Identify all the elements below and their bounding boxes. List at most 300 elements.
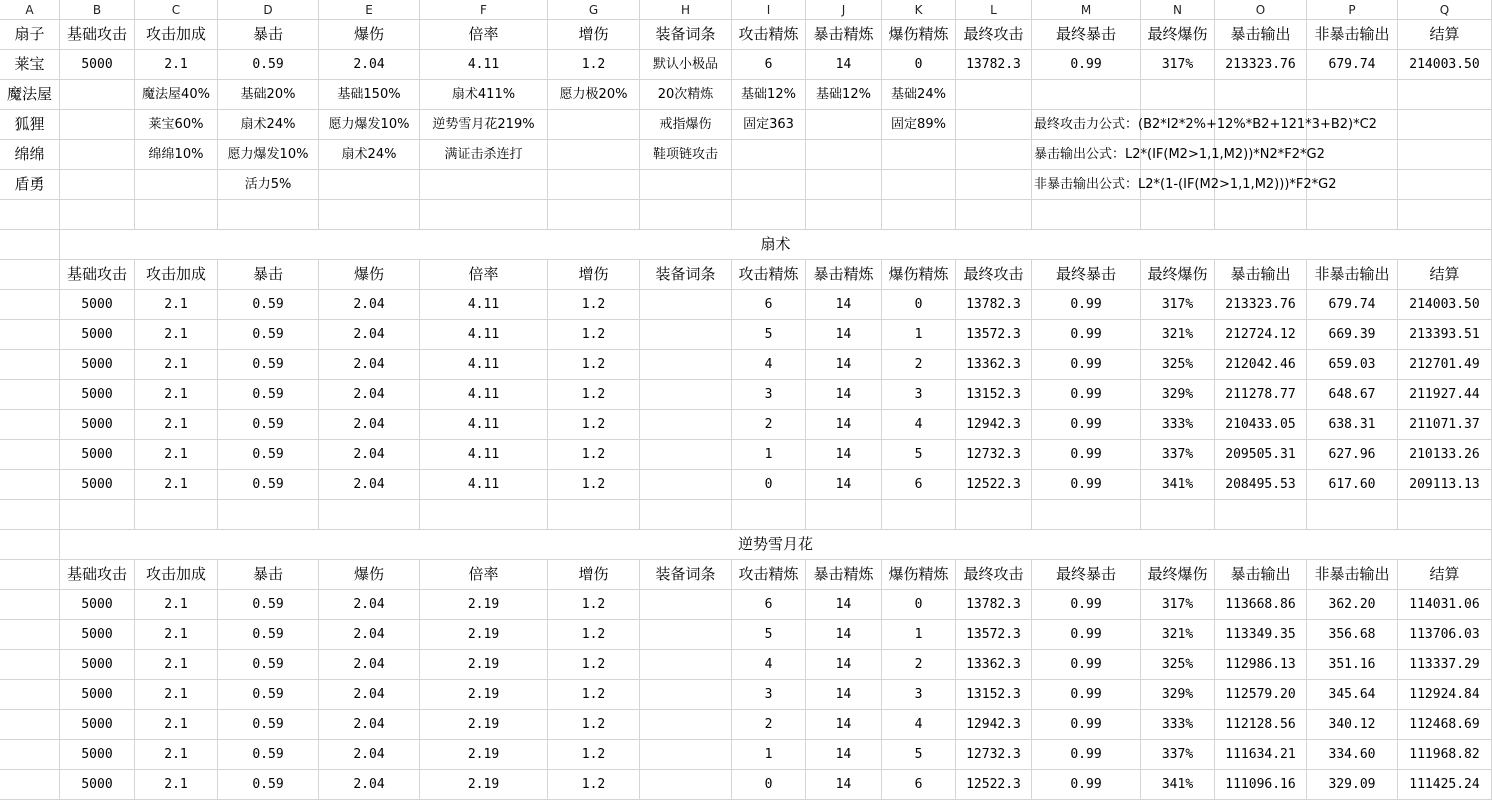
data-cell[interactable]: 14 [806,680,882,710]
column-header-F[interactable]: F [420,0,548,20]
data-cell[interactable]: 0 [732,770,806,800]
cell-H5[interactable]: 鞋项链攻击 [640,140,732,170]
column-header-E[interactable]: E [319,0,420,20]
data-cell[interactable]: 1.2 [548,350,640,380]
data-cell[interactable]: 4.11 [420,290,548,320]
data-cell[interactable]: 1.2 [548,440,640,470]
data-cell[interactable]: 351.16 [1307,650,1398,680]
data-cell[interactable]: 5000 [60,590,135,620]
column-header-L[interactable]: L [956,0,1032,20]
data-cell[interactable]: 0.59 [218,320,319,350]
data-cell[interactable]: 5000 [60,380,135,410]
header-cell[interactable]: 倍率 [420,560,548,590]
empty-cell[interactable] [548,500,640,530]
data-cell[interactable]: 211071.37 [1398,410,1492,440]
data-cell[interactable]: 208495.53 [1215,470,1307,500]
data-cell[interactable]: 1 [882,320,956,350]
data-cell[interactable]: 13572.3 [956,620,1032,650]
data-cell[interactable]: 0.99 [1032,440,1141,470]
data-cell[interactable]: 1.2 [548,380,640,410]
data-cell[interactable]: 111634.21 [1215,740,1307,770]
cell-H3[interactable]: 20次精炼 [640,80,732,110]
cell-G1[interactable]: 增伤 [548,20,640,50]
cell-L5[interactable] [956,140,1032,170]
empty-cell[interactable] [0,260,60,290]
data-cell[interactable]: 337% [1141,740,1215,770]
data-cell[interactable]: 0.59 [218,620,319,650]
cell-A1[interactable]: 扇子 [0,20,60,50]
cell-K5[interactable] [882,140,956,170]
empty-cell[interactable] [0,500,60,530]
data-cell[interactable]: 14 [806,470,882,500]
cell-P2[interactable]: 679.74 [1307,50,1398,80]
cell-D2[interactable]: 0.59 [218,50,319,80]
data-cell[interactable]: 329.09 [1307,770,1398,800]
header-cell[interactable]: 暴击精炼 [806,560,882,590]
cell-D3[interactable]: 基础20% [218,80,319,110]
cell-F3[interactable]: 扇术411% [420,80,548,110]
cell-I6[interactable] [732,170,806,200]
data-cell[interactable]: 5000 [60,320,135,350]
cell-J1[interactable]: 暴击精炼 [806,20,882,50]
data-cell[interactable]: 2.1 [135,590,218,620]
empty-cell[interactable] [882,200,956,230]
data-cell[interactable]: 2.04 [319,470,420,500]
cell-N2[interactable]: 317% [1141,50,1215,80]
cell-I5[interactable] [732,140,806,170]
cell-J3[interactable]: 基础12% [806,80,882,110]
data-cell[interactable]: 669.39 [1307,320,1398,350]
data-cell[interactable] [640,740,732,770]
data-cell[interactable]: 13782.3 [956,290,1032,320]
data-cell[interactable]: 14 [806,590,882,620]
header-cell[interactable]: 爆伤 [319,560,420,590]
empty-cell[interactable] [0,380,60,410]
column-header-Q[interactable]: Q [1398,0,1492,20]
data-cell[interactable]: 2.19 [420,620,548,650]
cell-J6[interactable] [806,170,882,200]
data-cell[interactable]: 14 [806,320,882,350]
empty-cell[interactable] [0,530,60,560]
data-cell[interactable]: 13362.3 [956,650,1032,680]
data-cell[interactable]: 659.03 [1307,350,1398,380]
data-cell[interactable]: 5 [882,440,956,470]
data-cell[interactable]: 2.04 [319,710,420,740]
data-cell[interactable]: 2 [882,350,956,380]
data-cell[interactable]: 14 [806,740,882,770]
section-title[interactable]: 逆势雪月花 [60,530,1492,560]
cell-N1[interactable]: 最终爆伤 [1141,20,1215,50]
cell-C4[interactable]: 莱宝60% [135,110,218,140]
cell-A4[interactable]: 狐狸 [0,110,60,140]
data-cell[interactable]: 340.12 [1307,710,1398,740]
data-cell[interactable]: 5 [732,620,806,650]
data-cell[interactable]: 6 [882,470,956,500]
header-cell[interactable]: 基础攻击 [60,260,135,290]
data-cell[interactable]: 0.59 [218,710,319,740]
cell-G2[interactable]: 1.2 [548,50,640,80]
data-cell[interactable]: 212042.46 [1215,350,1307,380]
data-cell[interactable]: 2.04 [319,320,420,350]
cell-C1[interactable]: 攻击加成 [135,20,218,50]
cell-E3[interactable]: 基础150% [319,80,420,110]
data-cell[interactable]: 362.20 [1307,590,1398,620]
cell-H1[interactable]: 装备词条 [640,20,732,50]
cell-C2[interactable]: 2.1 [135,50,218,80]
header-cell[interactable]: 爆伤精炼 [882,260,956,290]
data-cell[interactable]: 2.1 [135,710,218,740]
data-cell[interactable]: 2.1 [135,770,218,800]
data-cell[interactable]: 0.99 [1032,710,1141,740]
cell-K3[interactable]: 基础24% [882,80,956,110]
empty-cell[interactable] [640,500,732,530]
data-cell[interactable]: 1.2 [548,590,640,620]
empty-cell[interactable] [732,500,806,530]
data-cell[interactable]: 111096.16 [1215,770,1307,800]
data-cell[interactable]: 212724.12 [1215,320,1307,350]
data-cell[interactable]: 0.59 [218,440,319,470]
data-cell[interactable]: 1.2 [548,290,640,320]
data-cell[interactable]: 325% [1141,650,1215,680]
header-cell[interactable]: 倍率 [420,260,548,290]
data-cell[interactable]: 5000 [60,350,135,380]
data-cell[interactable]: 6 [882,770,956,800]
data-cell[interactable]: 112128.56 [1215,710,1307,740]
data-cell[interactable]: 210433.05 [1215,410,1307,440]
cell-A6[interactable]: 盾勇 [0,170,60,200]
empty-cell[interactable] [1307,500,1398,530]
empty-cell[interactable] [0,680,60,710]
cell-M1[interactable]: 最终暴击 [1032,20,1141,50]
empty-cell[interactable] [0,590,60,620]
empty-cell[interactable] [0,620,60,650]
empty-cell[interactable] [135,500,218,530]
cell-D4[interactable]: 扇术24% [218,110,319,140]
data-cell[interactable]: 0.59 [218,290,319,320]
empty-cell[interactable] [0,650,60,680]
column-header-G[interactable]: G [548,0,640,20]
empty-cell[interactable] [218,200,319,230]
cell-Q3[interactable] [1398,80,1492,110]
data-cell[interactable]: 341% [1141,470,1215,500]
data-cell[interactable]: 321% [1141,320,1215,350]
data-cell[interactable]: 4 [882,710,956,740]
empty-cell[interactable] [60,500,135,530]
cell-A5[interactable]: 绵绵 [0,140,60,170]
empty-cell[interactable] [135,200,218,230]
data-cell[interactable]: 2.1 [135,290,218,320]
cell-F2[interactable]: 4.11 [420,50,548,80]
data-cell[interactable]: 2.04 [319,590,420,620]
cell-C3[interactable]: 魔法屋40% [135,80,218,110]
cell-K4[interactable]: 固定89% [882,110,956,140]
data-cell[interactable]: 2.04 [319,410,420,440]
data-cell[interactable]: 5000 [60,710,135,740]
empty-cell[interactable] [1215,200,1307,230]
column-header-P[interactable]: P [1307,0,1398,20]
header-cell[interactable]: 攻击加成 [135,260,218,290]
data-cell[interactable]: 112924.84 [1398,680,1492,710]
data-cell[interactable]: 111968.82 [1398,740,1492,770]
data-cell[interactable]: 114031.06 [1398,590,1492,620]
column-header-J[interactable]: J [806,0,882,20]
data-cell[interactable] [640,350,732,380]
empty-cell[interactable] [0,440,60,470]
cell-L1[interactable]: 最终攻击 [956,20,1032,50]
cell-I1[interactable]: 攻击精炼 [732,20,806,50]
column-header-N[interactable]: N [1141,0,1215,20]
data-cell[interactable]: 0.59 [218,680,319,710]
data-cell[interactable]: 1.2 [548,710,640,740]
data-cell[interactable]: 1 [882,620,956,650]
data-cell[interactable]: 5000 [60,290,135,320]
cell-L4[interactable] [956,110,1032,140]
data-cell[interactable] [640,290,732,320]
empty-cell[interactable] [1307,200,1398,230]
data-cell[interactable]: 12522.3 [956,770,1032,800]
empty-cell[interactable] [548,200,640,230]
data-cell[interactable]: 2.19 [420,590,548,620]
cell-G3[interactable]: 愿力极20% [548,80,640,110]
header-cell[interactable]: 非暴击输出 [1307,560,1398,590]
cell-L6[interactable] [956,170,1032,200]
cell-H6[interactable] [640,170,732,200]
cell-G6[interactable] [548,170,640,200]
data-cell[interactable]: 2 [882,650,956,680]
data-cell[interactable]: 4 [732,650,806,680]
data-cell[interactable]: 0.99 [1032,380,1141,410]
cell-E6[interactable] [319,170,420,200]
data-cell[interactable]: 1.2 [548,680,640,710]
header-cell[interactable]: 攻击精炼 [732,260,806,290]
cell-F1[interactable]: 倍率 [420,20,548,50]
data-cell[interactable]: 3 [882,680,956,710]
data-cell[interactable]: 0.59 [218,650,319,680]
data-cell[interactable]: 0.99 [1032,770,1141,800]
cell-O1[interactable]: 暴击输出 [1215,20,1307,50]
cell-L2[interactable]: 13782.3 [956,50,1032,80]
data-cell[interactable]: 2.19 [420,650,548,680]
data-cell[interactable] [640,590,732,620]
data-cell[interactable] [640,470,732,500]
data-cell[interactable]: 2.19 [420,710,548,740]
data-cell[interactable]: 113337.29 [1398,650,1492,680]
cell-N3[interactable] [1141,80,1215,110]
data-cell[interactable]: 0.59 [218,410,319,440]
cell-P1[interactable]: 非暴击输出 [1307,20,1398,50]
empty-cell[interactable] [1032,500,1141,530]
data-cell[interactable] [640,620,732,650]
empty-cell[interactable] [1141,500,1215,530]
data-cell[interactable]: 0.59 [218,350,319,380]
header-cell[interactable]: 结算 [1398,560,1492,590]
cell-J4[interactable] [806,110,882,140]
data-cell[interactable]: 12732.3 [956,440,1032,470]
empty-cell[interactable] [0,710,60,740]
data-cell[interactable] [640,380,732,410]
cell-E5[interactable]: 扇术24% [319,140,420,170]
data-cell[interactable] [640,710,732,740]
empty-cell[interactable] [1398,500,1492,530]
header-cell[interactable]: 爆伤 [319,260,420,290]
data-cell[interactable]: 0.99 [1032,680,1141,710]
data-cell[interactable] [640,320,732,350]
header-cell[interactable]: 装备词条 [640,560,732,590]
cell-H4[interactable]: 戒指爆伤 [640,110,732,140]
header-cell[interactable]: 增伤 [548,560,640,590]
data-cell[interactable]: 0.59 [218,740,319,770]
data-cell[interactable]: 14 [806,770,882,800]
data-cell[interactable]: 0.59 [218,380,319,410]
cell-K2[interactable]: 0 [882,50,956,80]
data-cell[interactable]: 5000 [60,740,135,770]
empty-cell[interactable] [319,500,420,530]
data-cell[interactable]: 14 [806,440,882,470]
data-cell[interactable]: 5000 [60,470,135,500]
data-cell[interactable]: 6 [732,590,806,620]
data-cell[interactable]: 4 [882,410,956,440]
data-cell[interactable]: 1 [732,440,806,470]
data-cell[interactable]: 2.1 [135,650,218,680]
cell-B2[interactable]: 5000 [60,50,135,80]
data-cell[interactable]: 13782.3 [956,590,1032,620]
data-cell[interactable]: 5000 [60,440,135,470]
empty-cell[interactable] [0,290,60,320]
data-cell[interactable]: 0.99 [1032,740,1141,770]
cell-I3[interactable]: 基础12% [732,80,806,110]
data-cell[interactable]: 2.1 [135,410,218,440]
column-header-O[interactable]: O [1215,0,1307,20]
header-cell[interactable]: 攻击加成 [135,560,218,590]
data-cell[interactable]: 329% [1141,380,1215,410]
cell-Q1[interactable]: 结算 [1398,20,1492,50]
cell-E2[interactable]: 2.04 [319,50,420,80]
data-cell[interactable]: 1.2 [548,470,640,500]
data-cell[interactable]: 5 [732,320,806,350]
data-cell[interactable]: 2.04 [319,380,420,410]
data-cell[interactable]: 679.74 [1307,290,1398,320]
cell-D5[interactable]: 愿力爆发10% [218,140,319,170]
data-cell[interactable]: 333% [1141,710,1215,740]
data-cell[interactable]: 1.2 [548,410,640,440]
cell-J2[interactable]: 14 [806,50,882,80]
header-cell[interactable]: 最终爆伤 [1141,560,1215,590]
cell-P3[interactable] [1307,80,1398,110]
empty-cell[interactable] [0,350,60,380]
data-cell[interactable]: 112986.13 [1215,650,1307,680]
data-cell[interactable]: 333% [1141,410,1215,440]
data-cell[interactable]: 2.1 [135,440,218,470]
data-cell[interactable]: 5000 [60,680,135,710]
cell-C6[interactable] [135,170,218,200]
cell-E4[interactable]: 愿力爆发10% [319,110,420,140]
data-cell[interactable]: 2 [732,710,806,740]
data-cell[interactable]: 0.99 [1032,470,1141,500]
data-cell[interactable]: 329% [1141,680,1215,710]
data-cell[interactable]: 1.2 [548,320,640,350]
header-cell[interactable]: 最终攻击 [956,560,1032,590]
data-cell[interactable]: 317% [1141,290,1215,320]
empty-cell[interactable] [640,200,732,230]
data-cell[interactable]: 0 [882,290,956,320]
data-cell[interactable]: 113349.35 [1215,620,1307,650]
data-cell[interactable]: 14 [806,350,882,380]
data-cell[interactable]: 2.04 [319,740,420,770]
data-cell[interactable]: 2.04 [319,620,420,650]
data-cell[interactable]: 2.04 [319,290,420,320]
data-cell[interactable]: 2.19 [420,740,548,770]
data-cell[interactable]: 5000 [60,410,135,440]
data-cell[interactable]: 2.1 [135,470,218,500]
cell-B4[interactable] [60,110,135,140]
data-cell[interactable]: 1.2 [548,740,640,770]
header-cell[interactable]: 暴击输出 [1215,560,1307,590]
data-cell[interactable]: 4.11 [420,380,548,410]
data-cell[interactable]: 209113.13 [1398,470,1492,500]
data-cell[interactable]: 0.59 [218,770,319,800]
empty-cell[interactable] [218,500,319,530]
empty-cell[interactable] [319,200,420,230]
empty-cell[interactable] [956,500,1032,530]
header-cell[interactable]: 最终暴击 [1032,560,1141,590]
cell-B1[interactable]: 基础攻击 [60,20,135,50]
header-cell[interactable]: 攻击精炼 [732,560,806,590]
data-cell[interactable]: 5000 [60,620,135,650]
cell-G5[interactable] [548,140,640,170]
data-cell[interactable]: 317% [1141,590,1215,620]
column-header-C[interactable]: C [135,0,218,20]
data-cell[interactable]: 112468.69 [1398,710,1492,740]
data-cell[interactable] [640,440,732,470]
cell-Q2[interactable]: 214003.50 [1398,50,1492,80]
cell-O3[interactable] [1215,80,1307,110]
empty-cell[interactable] [0,740,60,770]
data-cell[interactable]: 4.11 [420,470,548,500]
data-cell[interactable]: 325% [1141,350,1215,380]
cell-D1[interactable]: 暴击 [218,20,319,50]
data-cell[interactable]: 617.60 [1307,470,1398,500]
data-cell[interactable]: 209505.31 [1215,440,1307,470]
data-cell[interactable]: 0.99 [1032,650,1141,680]
data-cell[interactable]: 12942.3 [956,410,1032,440]
header-cell[interactable]: 增伤 [548,260,640,290]
data-cell[interactable]: 13362.3 [956,350,1032,380]
cell-I2[interactable]: 6 [732,50,806,80]
data-cell[interactable]: 14 [806,380,882,410]
empty-cell[interactable] [1398,200,1492,230]
data-cell[interactable]: 113706.03 [1398,620,1492,650]
empty-cell[interactable] [1141,200,1215,230]
formula-text-3[interactable]: 非暴击输出公式：L2*(1-(IF(M2>1,1,M2)))*F2*G2 [1032,170,1492,200]
data-cell[interactable]: 212701.49 [1398,350,1492,380]
column-header-H[interactable]: H [640,0,732,20]
empty-cell[interactable] [732,200,806,230]
data-cell[interactable]: 111425.24 [1398,770,1492,800]
data-cell[interactable]: 211927.44 [1398,380,1492,410]
data-cell[interactable]: 210133.26 [1398,440,1492,470]
column-header-D[interactable]: D [218,0,319,20]
data-cell[interactable]: 0.99 [1032,320,1141,350]
data-cell[interactable]: 2.1 [135,380,218,410]
cell-M2[interactable]: 0.99 [1032,50,1141,80]
data-cell[interactable]: 2.19 [420,770,548,800]
cell-O2[interactable]: 213323.76 [1215,50,1307,80]
empty-cell[interactable] [0,320,60,350]
cell-F6[interactable] [420,170,548,200]
data-cell[interactable]: 2.1 [135,320,218,350]
header-cell[interactable]: 基础攻击 [60,560,135,590]
header-cell[interactable]: 最终攻击 [956,260,1032,290]
